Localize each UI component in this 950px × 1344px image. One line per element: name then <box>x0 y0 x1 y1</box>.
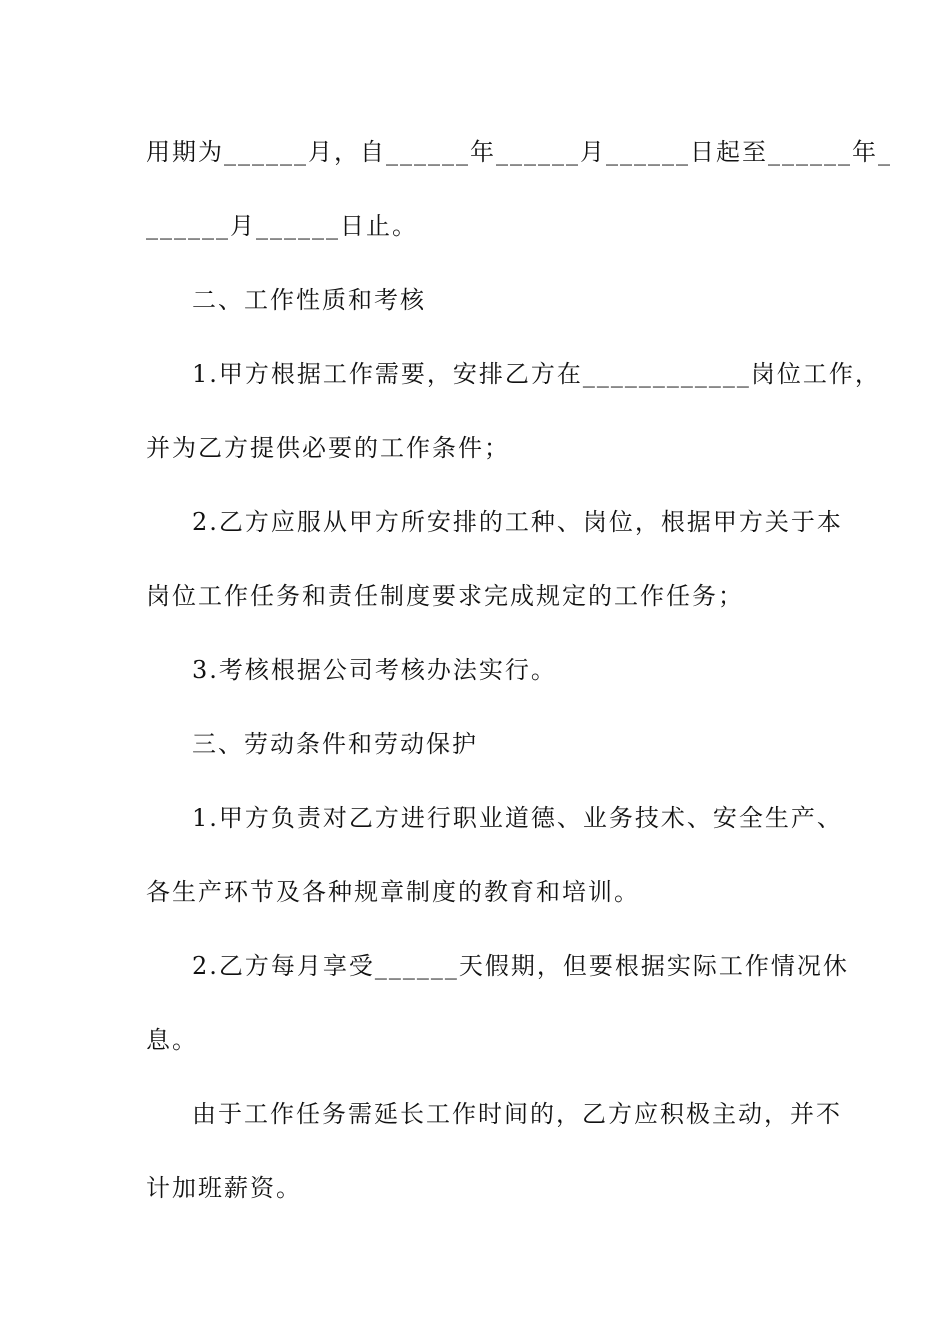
paragraph-line-labor-1b: 各生产环节及各种规章制度的教育和培训。 <box>146 878 640 906</box>
paragraph-line-overtime-a: 由于工作任务需延长工作时间的，乙方应积极主动，并不 <box>192 1100 842 1128</box>
paragraph-line-labor-2b: 息。 <box>146 1026 198 1054</box>
paragraph-line-item-1b: 并为乙方提供必要的工作条件； <box>146 434 510 462</box>
paragraph-line-item-2b: 岗位工作任务和责任制度要求完成规定的工作任务； <box>146 582 744 610</box>
paragraph-line-labor-1a: 1.甲方负责对乙方进行职业道德、业务技术、安全生产、 <box>192 804 843 832</box>
paragraph-line-overtime-b: 计加班薪资。 <box>146 1174 302 1202</box>
paragraph-line-item-1a: 1.甲方根据工作需要，安排乙方在____________岗位工作， <box>192 360 881 388</box>
paragraph-line-item-3: 3.考核根据公司考核办法实行。 <box>192 656 557 684</box>
paragraph-line-labor-2a: 2.乙方每月享受______天假期，但要根据实际工作情况休 <box>192 952 849 980</box>
paragraph-line-contract-end: ______月______日止。 <box>146 212 418 240</box>
paragraph-line-item-2a: 2.乙方应服从甲方所安排的工种、岗位，根据甲方关于本 <box>192 508 843 536</box>
section-heading-work-nature: 二、工作性质和考核 <box>192 286 426 314</box>
paragraph-line-contract-period: 用期为______月，自______年______月______日起至______年_ <box>146 138 892 166</box>
section-heading-labor-conditions: 三、劳动条件和劳动保护 <box>192 730 478 758</box>
